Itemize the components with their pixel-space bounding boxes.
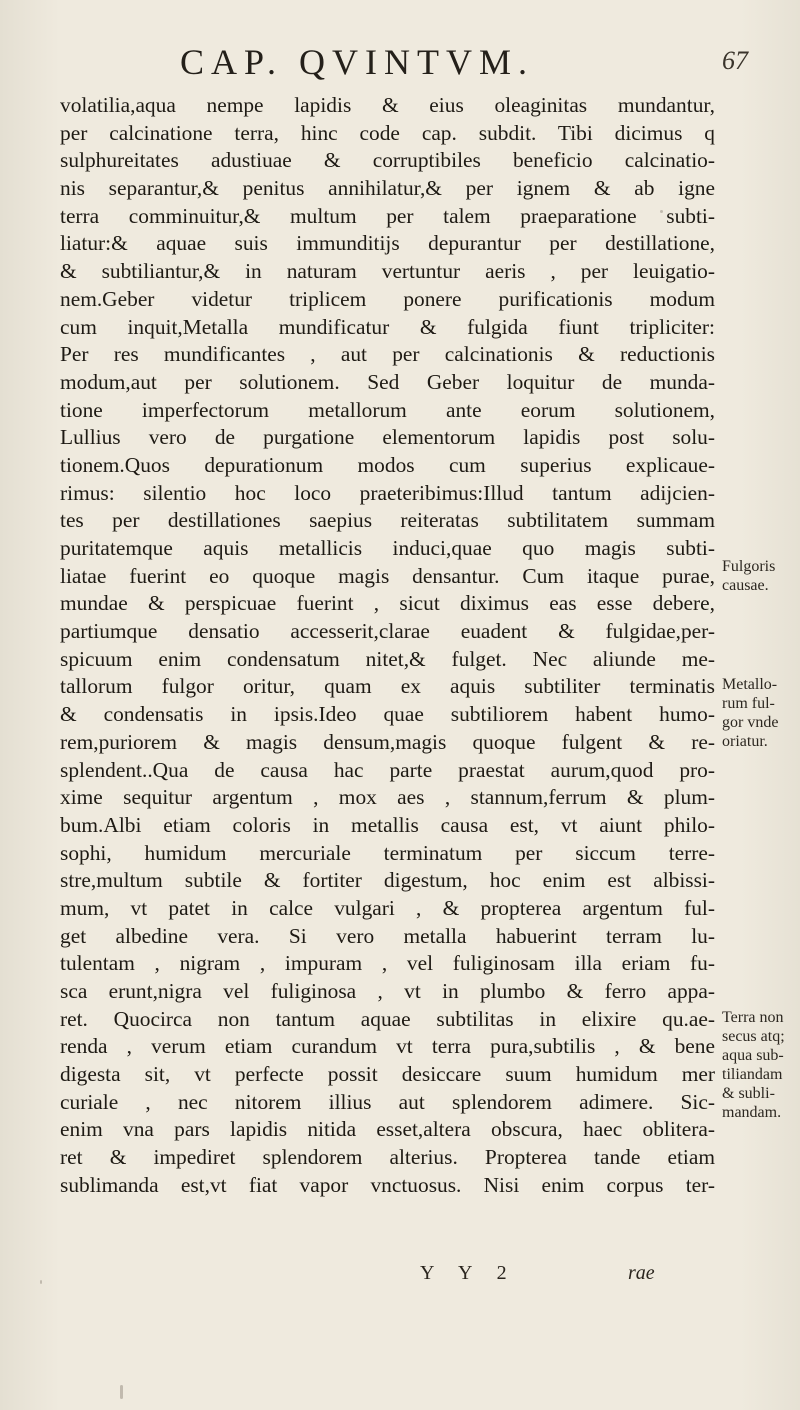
text-line: tulentam , nigram , impuram , vel fuliginosam illa eriam fu-	[60, 951, 715, 976]
text-line: tionem.Quos depurationum modos cum superius explicaue-	[60, 452, 715, 477]
text-line: per calcinatione terra, hinc code cap. subdit. Tibi dicimus q	[60, 120, 715, 145]
paper-speck	[120, 1385, 123, 1399]
text-line: stre,multum subtile & fortiter digestum, hoc enim est albissi-	[60, 868, 715, 893]
text-line: sca erunt,nigra vel fuliginosa , vt in plumbo & ferro appa-	[60, 979, 715, 1003]
catchword: rae	[628, 1262, 655, 1284]
margin-note-line: mandam.	[722, 1104, 782, 1121]
margin-note-line: Fulgoris	[722, 558, 776, 575]
text-line: cum inquit,Metalla mundificatur & fulgida fiunt tripliciter:	[60, 314, 715, 339]
margin-note-metallorum	[722, 675, 798, 751]
paper-speck	[40, 1280, 42, 1284]
text-line: Lullius vero de purgatione elementorum lapidis post solu-	[60, 425, 715, 450]
text-line: modum,aut per solutionem. Sed Geber loquitur de munda-	[60, 369, 715, 394]
margin-note-line: causae.	[722, 577, 769, 594]
text-line: & subtiliantur,& in naturam vertuntur aeris , per leuigatio-	[60, 259, 715, 284]
body-text	[60, 92, 715, 1200]
text-line: renda , verum etiam curandum vt terra pura,subtilis , & bene	[60, 1034, 715, 1059]
text-line: & condensatis in ipsis.Ideo quae subtiliorem habent humo-	[60, 702, 715, 727]
text-line: sublimanda est,vt fiat vapor vnctuosus. Nisi enim corpus ter-	[60, 1172, 715, 1197]
margin-note-line: Terra non	[722, 1009, 784, 1026]
text-line: terra comminuitur,& multum per talem praeparatione subti-	[60, 203, 715, 228]
margin-note-line: Metallo-	[722, 676, 778, 693]
text-line: tione imperfectorum metallorum ante eorum solutionem,	[60, 397, 715, 422]
text-line: sophi, humidum mercuriale terminatum per siccum terre-	[60, 840, 715, 865]
text-line: nem.Geber videtur triplicem ponere purificationis modum	[60, 286, 715, 311]
text-line: nis separantur,& penitus annihilatur,& per ignem & ab igne	[60, 176, 715, 201]
text-line: splendent..Qua de causa hac parte praestat aurum,quod pro-	[60, 757, 715, 782]
text-line: spicuum enim condensatum nitet,& fulget. Nec aliunde me-	[60, 646, 715, 671]
margin-note-line: & subli-	[722, 1085, 775, 1102]
margin-note-terra	[722, 1008, 798, 1122]
text-line: ret. Quocirca non tantum aquae subtilitas in elixire qu.ae-	[60, 1006, 715, 1031]
text-line: partiumque densatio accesserit,clarae euadent & fulgidae,per-	[60, 619, 715, 644]
margin-note-line: oriatur.	[722, 733, 768, 750]
text-line: liatae fuerint eo quoque magis densantur. Cum itaque purae,	[60, 563, 715, 588]
margin-note-line: rum ful-	[722, 695, 775, 712]
text-line: mundae & perspicuae fuerint , sicut diximus eas esse debere,	[60, 591, 715, 616]
text-line: rem,puriorem & magis densum,magis quoque fulgent & re-	[60, 729, 715, 754]
text-line: tes per destillationes saepius reiteratas subtilitatem summam	[60, 508, 715, 533]
chapter-title: CAP. QVINTVM.	[180, 42, 535, 82]
margin-note-line: gor vnde	[722, 714, 779, 731]
page-footer	[0, 1262, 800, 1292]
text-line: liatur:& aquae suis immunditijs depurantur per destillatione,	[60, 231, 715, 256]
text-line: Per res mundificantes , aut per calcinationis & reductionis	[60, 342, 715, 367]
text-line: get albedine vera. Si vero metalla habuerint terram lu-	[60, 923, 715, 948]
text-line: curiale , nec nitorem illius aut splendorem adimere. Sic-	[60, 1089, 715, 1114]
text-line: ret & impediret splendorem alterius. Propterea tande etiam	[60, 1145, 715, 1170]
margin-note-line: tiliandam	[722, 1066, 783, 1083]
text-line: digesta sit, vt perfecte possit desiccare suum humidum mer	[60, 1062, 715, 1087]
signature-mark: Y Y 2	[420, 1262, 517, 1284]
margin-note-line: aqua sub-	[722, 1047, 784, 1064]
running-head	[0, 42, 800, 82]
text-line: enim vna pars lapidis nitida esset,altera obscura, haec oblitera-	[60, 1117, 715, 1142]
margin-note-fulgoris	[722, 557, 798, 595]
margin-note-line: secus atq;	[722, 1028, 785, 1045]
paper-speck	[660, 210, 663, 213]
text-line: puritatemque aquis metallicis induci,quae quo magis subti-	[60, 536, 715, 560]
text-line: xime sequitur argentum , mox aes , stannum,ferrum & plum-	[60, 785, 715, 810]
text-line: volatilia,aqua nempe lapidis & eius oleaginitas mundantur,	[60, 93, 715, 117]
text-line: mum, vt patet in calce vulgari , & propterea argentum ful-	[60, 895, 715, 920]
page-number: 67	[722, 46, 748, 75]
text-line: tallorum fulgor oritur, quam ex aquis subtiliter terminatis	[60, 674, 715, 699]
text-line: sulphureitates adustiuae & corruptibiles beneficio calcinatio-	[60, 148, 715, 173]
text-line: bum.Albi etiam coloris in metallis causa est, vt aiunt philo-	[60, 812, 715, 837]
text-line: rimus: silentio hoc loco praeteribimus:Illud tantum adijcien-	[60, 480, 715, 505]
